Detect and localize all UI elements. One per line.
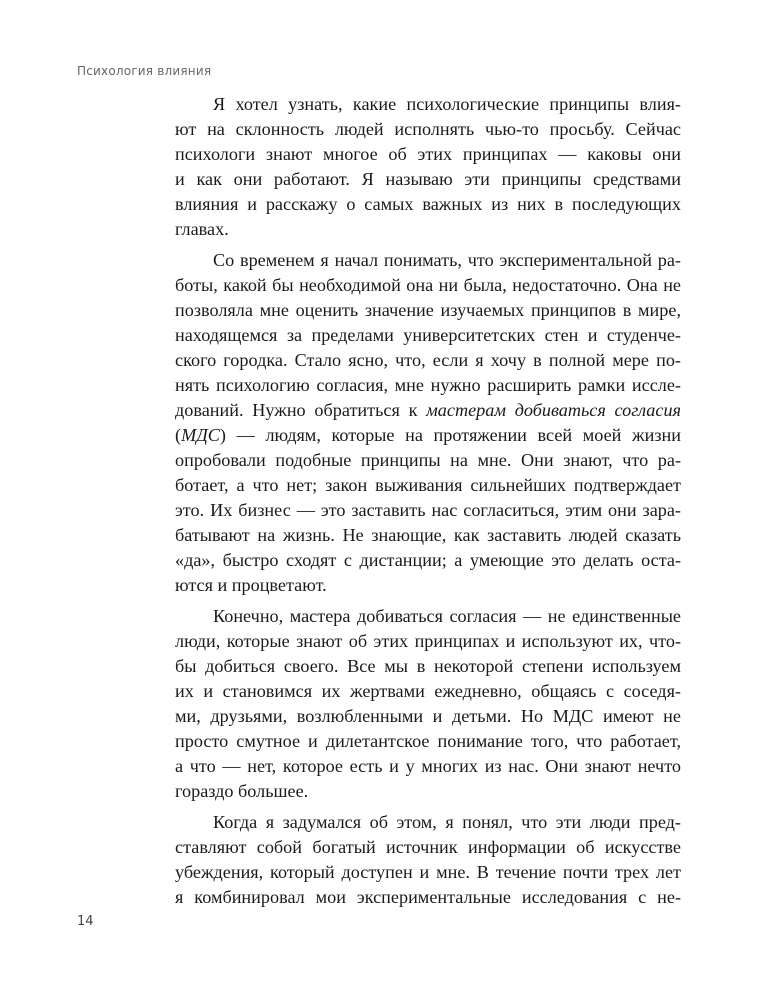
- running-head: Психология влияния: [77, 64, 212, 78]
- text-line: люди, которые знают об этих принципах и используют их, что-: [175, 631, 681, 651]
- text-line: Конечно, мастера добиваться согласия — не единственные: [213, 606, 681, 626]
- page-number: 14: [77, 914, 94, 929]
- text-line: нять психологию согласия, мне нужно расширить рамки иссле-: [175, 375, 681, 395]
- italic-term: мастерам добиваться согласия: [426, 400, 681, 420]
- text-line: позволяла мне оценить значение изучаемых принципов в мире,: [175, 300, 681, 320]
- text-line: ми, друзьями, возлюбленными и детьми. Но МДС имеют не: [175, 706, 681, 726]
- text-line: это. Их бизнес — это заставить нас согласиться, этим они зара-: [175, 500, 681, 520]
- text-line: Со временем я начал понимать, что экспериментальной ра-: [213, 250, 681, 270]
- italic-term: МДС: [181, 425, 220, 445]
- text-line: я комбинировал мои экспериментальные исследования с не-: [175, 887, 681, 907]
- text-line: и как они работают. Я называю эти принципы средствами: [175, 169, 681, 189]
- text-line: опробовали подобные принципы на мне. Они знают, что ра-: [175, 450, 681, 470]
- text-line: боты, какой бы необходимой она ни была, недостаточно. Она не: [175, 275, 681, 295]
- text-line: их и становимся их жертвами ежедневно, общаясь с соседя-: [175, 681, 681, 701]
- body-text: [175, 92, 681, 910]
- text-line: находящемся за пределами университетских стен и студенче-: [175, 325, 681, 345]
- paragraph-4: [175, 810, 681, 910]
- paragraph-2: [175, 248, 681, 598]
- text-line: ются и процветают.: [175, 575, 327, 595]
- text-line: ского городка. Стало ясно, что, если я хочу в полной мере по-: [175, 350, 681, 370]
- text-line: «да», быстро сходят с дистанции; а умеющие это делать оста-: [175, 550, 681, 570]
- text-segment: дований. Нужно обратиться к: [175, 400, 427, 420]
- text-line: просто смутное и дилетантское понимание того, что работает,: [175, 731, 681, 751]
- paragraph-1: [175, 92, 681, 242]
- text-line: ставляют собой богатый источник информации об искусстве: [175, 837, 681, 857]
- text-line: гораздо большее.: [175, 781, 309, 801]
- text-line: ют на склонность людей исполнять чью-то просьбу. Сейчас: [175, 119, 681, 139]
- text-line: бы добиться своего. Все мы в некоторой степени используем: [175, 656, 681, 676]
- text-line: убеждения, который доступен и мне. В течение почти трех лет: [175, 862, 681, 882]
- text-line: [175, 423, 681, 448]
- paragraph-3: [175, 604, 681, 804]
- text-line: Я хотел узнать, какие психологические принципы влия-: [213, 94, 681, 114]
- text-line: психологи знают многое об этих принципах — каковы они: [175, 144, 681, 164]
- text-segment: ) — людям, которые на протяжении всей моей жизни: [219, 425, 681, 445]
- text-line: ботает, а что нет; закон выживания сильнейших подтверждает: [175, 475, 681, 495]
- text-line: батывают на жизнь. Не знающие, как заставить людей сказать: [175, 525, 681, 545]
- text-line: влияния и расскажу о самых важных из них в последующих: [175, 194, 681, 214]
- text-line: а что — нет, которое есть и у многих из нас. Они знают нечто: [175, 756, 681, 776]
- text-segment: (: [175, 425, 182, 445]
- text-line: Когда я задумался об этом, я понял, что эти люди пред-: [213, 812, 681, 832]
- text-line: [175, 398, 681, 423]
- text-line: главах.: [175, 219, 229, 239]
